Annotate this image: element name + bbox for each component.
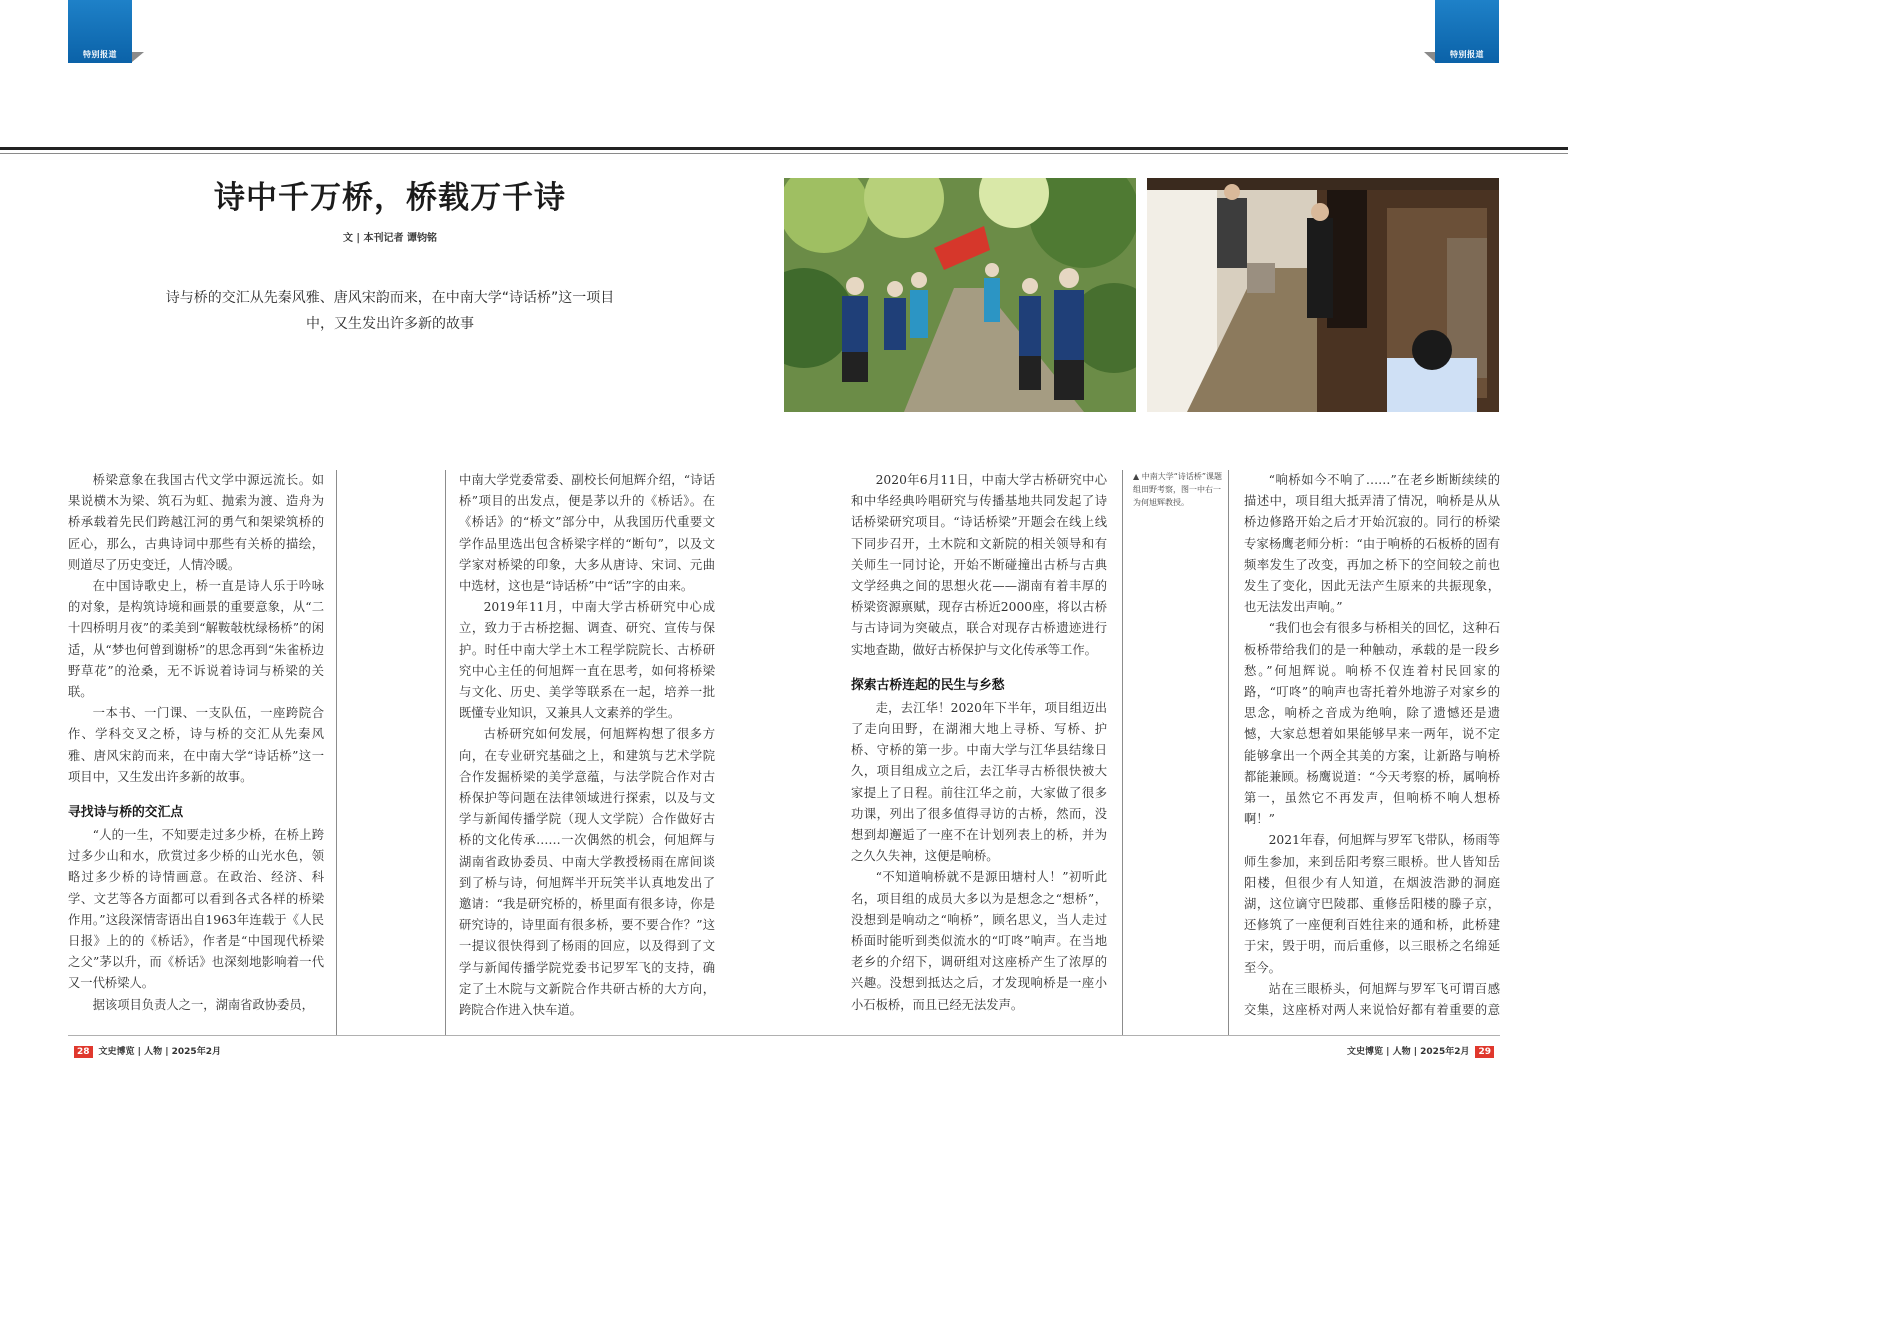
photo-field-team-group	[784, 178, 1136, 412]
publication-line: 文史博览 | 人物 | 2025年2月	[98, 1047, 221, 1057]
section-heading: 探索古桥连起的民生与乡愁	[851, 677, 1005, 693]
tab-fold-decoration	[132, 52, 144, 62]
article-lead: 诗与桥的交汇从先秦风雅、唐风宋韵而来，在中南大学“诗话桥”这一项目中，又生发出许多新的故事	[165, 290, 615, 332]
section-tab-label: 特别报道	[83, 50, 117, 59]
column-divider	[1122, 470, 1123, 1035]
photo-caption: ▲ 中南大学“诗话桥”课题组田野考察，图一中右一为何旭辉教授。	[1133, 472, 1222, 507]
column-divider	[1228, 470, 1229, 1035]
paragraph: “不知道响桥就不是源田塘村人！”初听此名，项目组的成员大多以为是想念之“想桥”，没想到是响动之“响桥”，顾名思义，当人走过桥面时能听到类似流水的“叮咚”响声。在当地老乡的介绍下，调研组对这座桥产生了浓厚的兴趣。没想到抵达之后，才发现响桥是一座小小石板桥，而且已经无法发声。	[851, 870, 1107, 1012]
paragraph: “人的一生，不知要走过多少桥，在桥上跨过多少山和水，欣赏过多少桥的山光水色，领略过多少桥的诗情画意。在政治、经济、科学、文艺等各方面都可以看到各式各样的桥梁作用。”这段深情寄语出自1963年连载于《人民日报》上的的《桥话》，作者是“中国现代桥梁之父”茅以升，而《桥话》也深刻地影响着一代又一代桥梁人。	[68, 828, 324, 991]
page-number-left: 28	[74, 1046, 93, 1058]
column-divider	[336, 470, 337, 1035]
section-tab-right	[1435, 0, 1499, 63]
paragraph: “我们也会有很多与桥相关的回忆，这种石板桥带给我们的是一种触动，承载的是一段乡愁。”何旭辉说。响桥不仅连着村民回家的路，“叮咚”的响声也寄托着外地游子对家乡的思念，响桥之音成为绝响，除了遗憾还是遗憾，大家总想着如果能够早来一两年，说不定能够拿出一个两全其美的方案，让新路与响桥都能兼顾。杨鹰说道：“今天考察的桥，属响桥第一，虽然它不再发声，但响桥不响人想桥啊！”	[1244, 621, 1500, 827]
paragraph: 中南大学党委常委、副校长何旭辉介绍，“诗话桥”项目的出发点，便是茅以升的《桥话》。在《桥话》的“桥文”部分中，从我国历代重要文学作品里选出包含桥梁字样的“断句”，以及文学家对桥梁的印象，大多从唐诗、宋词、元曲中选材，这也是“诗话桥”中“话”字的由来。	[459, 473, 715, 594]
paragraph: 2021年春，何旭辉与罗军飞带队，杨雨等师生参加，来到岳阳考察三眼桥。世人皆知岳阳楼，但很少有人知道，在烟波浩渺的洞庭湖，这位谪守巴陵郡、重修岳阳楼的滕子京，还修筑了一座便利百姓往来的通和桥，此桥建于宋，毁于明，而后重修，以三眼桥之名绵延至今。	[1244, 833, 1500, 975]
photo-field-inspection-corridor	[1147, 178, 1499, 412]
paragraph: 2020年6月11日，中南大学古桥研究中心和中华经典吟唱研究与传播基地共同发起了诗话桥梁研究项目。“诗话桥梁”开题会在线上线下同步召开，土木院和文新院的相关领导和有关师生一同讨论，开始不断碰撞出古桥与古典文学经典之间的思想火花——湖南有着丰厚的桥梁资源禀赋，现存古桥近2000座，将以古桥与古诗词为突破点，联合对现存古桥遗迹进行实地查勘，做好古桥保护与文化传承等工作。	[851, 473, 1107, 657]
folio-right	[1347, 1046, 1500, 1058]
section-heading: 寻找诗与桥的交汇点	[68, 805, 184, 821]
body-column-2	[459, 470, 715, 1018]
paragraph: “响桥如今不响了……”在老乡断断续续的描述中，项目组大抵弄清了情况，响桥是从从桥边修路开始之后才开始沉寂的。同行的桥梁专家杨鹰老师分析：“由于响桥的石板桥的固有频率发生了改变，再加之桥下的空间较之前也发生了变化，因此无法产生原来的共振现象，也无法发出声响。”	[1244, 473, 1500, 615]
tab-fold-decoration	[1424, 52, 1435, 62]
header-rule-thick	[0, 147, 1568, 150]
paragraph: 据该项目负责人之一，湖南省政协委员，	[92, 997, 314, 1012]
column-divider	[445, 470, 446, 1035]
page-number-right: 29	[1475, 1046, 1494, 1058]
paragraph: 在中国诗歌史上，桥一直是诗人乐于吟咏的对象，是构筑诗境和画景的重要意象，从“二十四桥明月夜”的柔美到“解鞍敧枕绿杨桥”的闲适，从“梦也何曾到谢桥”的思念再到“朱雀桥边野草花”的沧桑，无不诉说着诗词与桥梁的关联。	[68, 579, 324, 700]
footer-rule	[68, 1035, 1500, 1036]
paragraph: 走，去江华！2020年下半年，项目组迈出了走向田野，在湖湘大地上寻桥、写桥、护桥、守桥的第一步。中南大学与江华县结缘日久，项目组成立之后，去江华寻古桥很快被大家提上了日程。前往江华之前，大家做了很多功课，列出了很多值得寻访的古桥，然而，没想到却邂逅了一座不在计划列表上的桥，并为之久久失神，这便是响桥。	[851, 700, 1107, 864]
section-tab-left	[68, 0, 132, 63]
paragraph: 一本书、一门课、一支队伍，一座跨院合作、学科交叉之桥，诗与桥的交汇从先秦风雅、唐风宋韵而来，在中南大学“诗话桥”这一项目中，又生发出许多新的故事。	[68, 706, 324, 784]
header-rule-thin	[0, 153, 1568, 154]
paragraph: 2019年11月，中南大学古桥研究中心成立，致力于古桥挖掘、调查、研究、宣传与保护。时任中南大学土木工程学院院长、古桥研究中心主任的何旭辉一直在思考，如何将桥梁与文化、历史、美学等联系在一起，培养一批既懂专业知识，又兼具人文素养的学生。	[459, 600, 715, 721]
paragraph: 古桥研究如何发展，何旭辉构想了很多方向，在专业研究基础之上，和建筑与艺术学院合作发掘桥梁的美学意蕴，与法学院合作对古桥保护等问题在法律领域进行探索，以及与文学与新闻传播学院（现人文学院）合作做好古桥的文化传承……一次偶然的机会，何旭辉与湖南省政协委员、中南大学教授杨雨在席间谈到了桥与诗，何旭辉半开玩笑半认真地发出了邀请：“我是研究桥的，桥里面有很多诗，你是研究诗的，诗里面有很多桥，要不要合作？”这一提议很快得到了杨雨的回应，以及得到了文学与新闻传播学院党委书记罗军飞的支持，确定了土木院与文新院合作共研古桥的大方向，跨院合作进入快车道。	[459, 727, 715, 1018]
article-byline: 文 | 本刊记者 谭钧铭	[342, 233, 438, 244]
paragraph: 桥梁意象在我国古代文学中源远流长。如果说横木为梁、筑石为虹、抛索为渡、造舟为桥承载着先民们跨越江河的勇气和架梁筑桥的匠心，那么，古典诗词中那些有关桥的描绘，则道尽了历史变迁，人情冷暖。	[68, 473, 324, 572]
section-tab-label: 特别报道	[1450, 50, 1484, 59]
body-column-3	[851, 470, 1107, 1018]
body-column-1	[68, 470, 324, 1018]
body-column-4	[1244, 470, 1500, 1018]
article-title: 诗中千万桥，桥载万千诗	[214, 180, 566, 216]
publication-line: 文史博览 | 人物 | 2025年2月	[1347, 1047, 1470, 1057]
folio-left	[68, 1046, 221, 1058]
paragraph: 站在三眼桥头，何旭辉与罗军飞可谓百感交集，这座桥对两人来说恰好都有着重要的意	[1244, 981, 1500, 1018]
